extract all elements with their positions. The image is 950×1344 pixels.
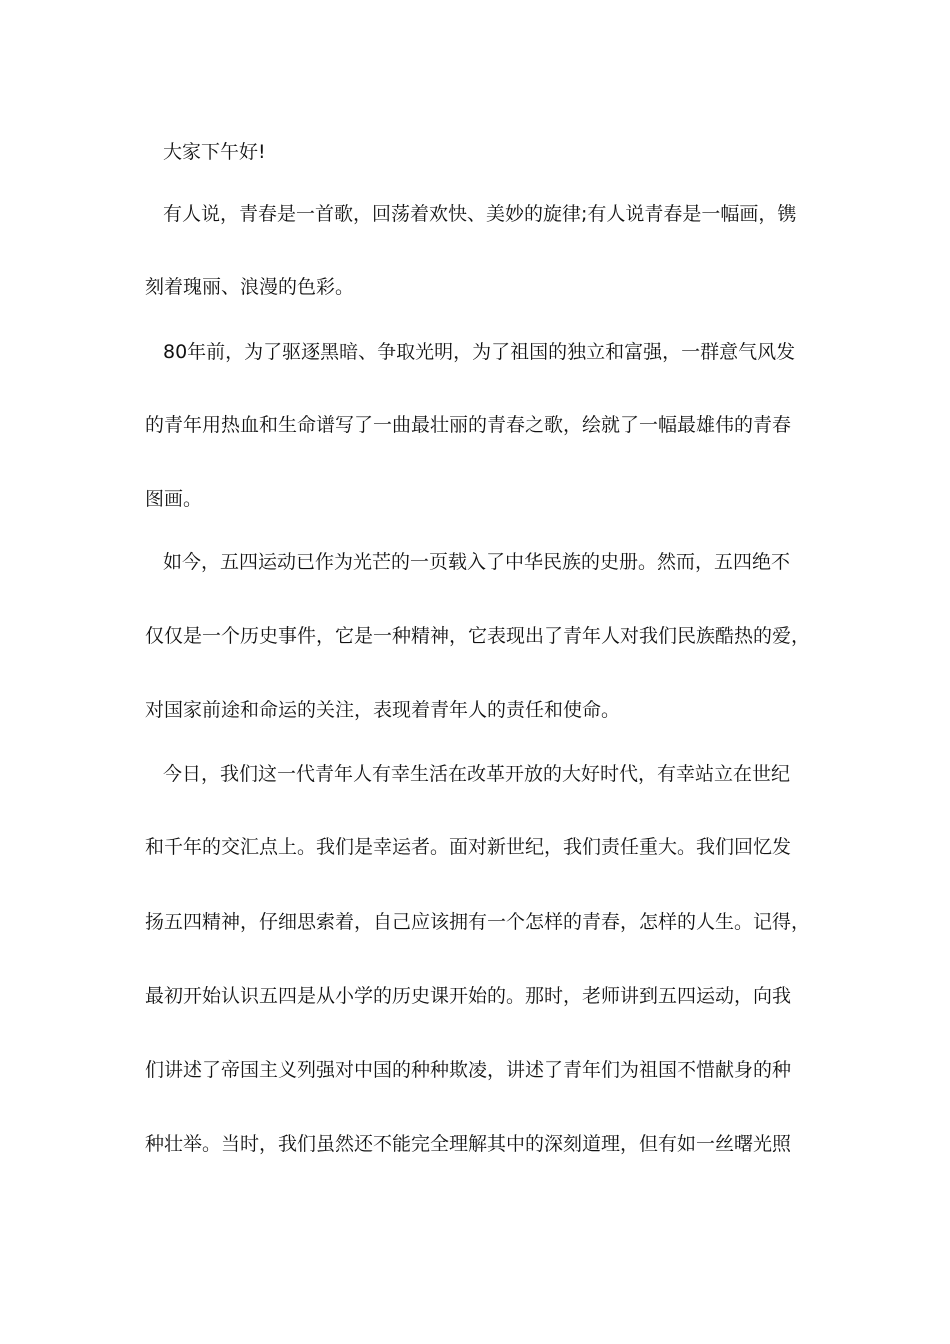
paragraph-4-line-4: 最初开始认识五四是从小学的历史课开始的。那时，老师讲到五四运动，向我	[145, 985, 792, 1007]
paragraph-4-line-3: 扬五四精神，仔细思索着，自己应该拥有一个怎样的青春，怎样的人生。记得，	[145, 911, 811, 933]
paragraph-4-line-1: 今日，我们这一代青年人有幸生活在改革开放的大好时代，有幸站立在世纪	[163, 763, 791, 785]
paragraph-4-line-5: 们讲述了帝国主义列强对中国的种种欺凌，讲述了青年们为祖国不惜献身的种	[145, 1059, 792, 1081]
paragraph-2-line-1: 80年前，为了驱逐黑暗、争取光明，为了祖国的独立和富强，一群意气风发	[163, 341, 796, 363]
paragraph-4-line-6: 种壮举。当时，我们虽然还不能完全理解其中的深刻道理，但有如一丝曙光照	[145, 1133, 792, 1155]
paragraph-1-line-1: 有人说，青春是一首歌，回荡着欢快、美妙的旋律;有人说青春是一幅画，镌	[163, 203, 797, 225]
paragraph-3-line-2: 仅仅是一个历史事件，它是一种精神，它表现出了青年人对我们民族酷热的爱，	[145, 625, 811, 647]
paragraph-2-line-3: 图画。	[145, 488, 203, 510]
paragraph-2-line-2: 的青年用热血和生命谱写了一曲最壮丽的青春之歌，绘就了一幅最雄伟的青春	[145, 414, 792, 436]
paragraph-3-line-3: 对国家前途和命运的关注，表现着青年人的责任和使命。	[145, 699, 621, 721]
paragraph-4-line-2: 和千年的交汇点上。我们是幸运者。面对新世纪，我们责任重大。我们回忆发	[145, 836, 792, 858]
greeting-line: 大家下午好!	[163, 141, 266, 163]
paragraph-1-line-2: 刻着瑰丽、浪漫的色彩。	[145, 276, 355, 298]
paragraph-3-line-1: 如今，五四运动已作为光芒的一页载入了中华民族的史册。然而，五四绝不	[163, 551, 791, 573]
